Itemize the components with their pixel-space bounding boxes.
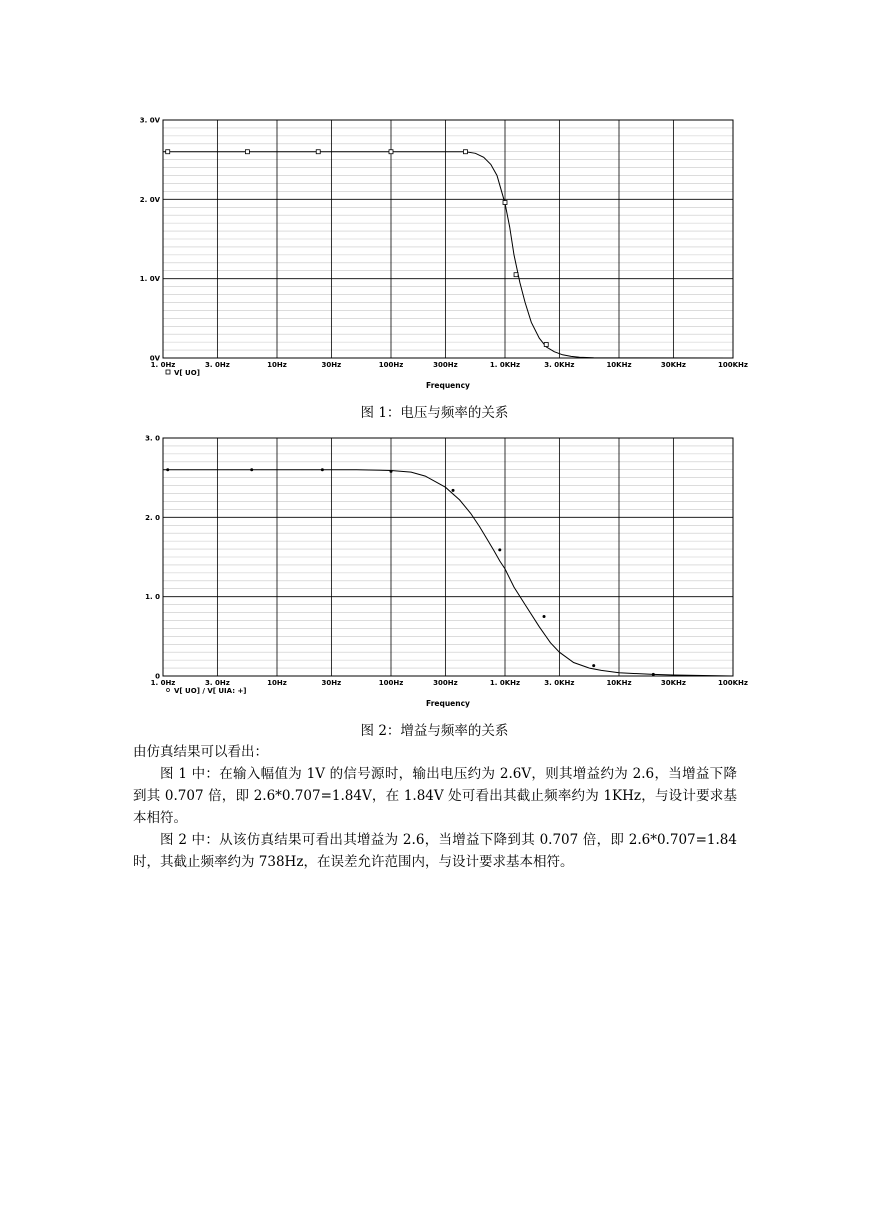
- x-tick-label: 30Hz: [321, 679, 342, 687]
- x-axis-title: Frequency: [426, 699, 470, 708]
- x-tick-label: 30KHz: [660, 679, 686, 687]
- x-tick-label: 1. 0Hz: [150, 679, 176, 687]
- data-marker: [390, 470, 393, 473]
- data-marker: [250, 468, 253, 471]
- x-tick-label: 300Hz: [433, 361, 458, 369]
- x-tick-label: 3. 0KHz: [544, 679, 575, 687]
- y-tick-label: 3. 0: [145, 434, 160, 443]
- x-tick-label: 100Hz: [378, 679, 404, 687]
- data-marker: [166, 468, 169, 471]
- data-marker: [498, 548, 501, 551]
- data-marker: [592, 664, 595, 667]
- x-tick-label: 10KHz: [606, 679, 632, 687]
- y-tick-label: 1. 0: [145, 593, 160, 602]
- results-intro: 由仿真结果可以看出：: [133, 744, 268, 760]
- x-tick-label: 10KHz: [606, 361, 632, 369]
- legend-marker: [167, 689, 170, 692]
- figure-2-caption: 图 2：增益与频率的关系: [360, 723, 509, 739]
- data-marker: [166, 150, 170, 154]
- data-marker: [389, 150, 393, 154]
- paragraph-figure-1: 图 1 中：在输入幅值为 1V 的信号源时，输出电压约为 2.6V，则其增益约为 2.6，当增益下降到其 0.707 倍，即 2.6*0.707=1.84V，在 1.84V 处可看出其截止频率约为 1KHz，与设计要求基本相符。: [133, 766, 737, 826]
- x-tick-label: 1. 0Hz: [150, 361, 176, 369]
- chart-1-svg: [0, 110, 869, 400]
- x-tick-label: 30KHz: [660, 361, 686, 369]
- y-tick-label: 2. 0: [145, 513, 160, 522]
- x-tick-label: 100KHz: [718, 361, 748, 369]
- y-tick-label: 2. 0V: [139, 195, 160, 204]
- x-axis-title: Frequency: [426, 381, 470, 390]
- x-tick-label: 1. 0KHz: [489, 679, 521, 687]
- y-tick-label: 1. 0V: [139, 275, 160, 284]
- figure-1-voltage-vs-frequency: [0, 110, 869, 400]
- x-tick-label: 10Hz: [267, 361, 287, 369]
- x-tick-label: 100KHz: [718, 679, 748, 687]
- data-marker: [543, 615, 546, 618]
- data-marker: [316, 150, 320, 154]
- x-tick-label: 3. 0Hz: [205, 679, 230, 687]
- data-marker: [463, 150, 467, 154]
- x-tick-label: 3. 0KHz: [544, 361, 575, 369]
- paragraph-figure-2: 图 2 中：从该仿真结果可看出其增益为 2.6，当增益下降到其 0.707 倍，即 2.6*0.707=1.84 时，其截止频率约为 738Hz，在误差允许范围内，与设计要求基本相符。: [133, 832, 737, 870]
- data-marker: [452, 489, 455, 492]
- data-marker: [514, 273, 518, 277]
- y-tick-label: 0: [155, 672, 160, 681]
- x-tick-label: 1. 0KHz: [489, 361, 521, 369]
- data-marker: [544, 343, 548, 347]
- legend-marker: [166, 370, 170, 374]
- x-tick-label: 10Hz: [267, 679, 287, 687]
- data-marker: [245, 150, 249, 154]
- x-tick-label: 100Hz: [378, 361, 404, 369]
- x-tick-label: 30Hz: [321, 361, 342, 369]
- y-tick-label: 0V: [149, 354, 160, 363]
- figure-1-caption: 图 1：电压与频率的关系: [360, 405, 509, 421]
- x-tick-label: 300Hz: [433, 679, 458, 687]
- data-marker: [503, 201, 507, 205]
- y-tick-label: 3. 0V: [139, 116, 160, 125]
- x-tick-label: 3. 0Hz: [205, 361, 230, 369]
- legend-label: V[ UO]: [174, 369, 200, 377]
- chart-2-svg: [0, 428, 869, 718]
- data-marker: [321, 468, 324, 471]
- legend-label: V[ UO] / V[ UIA: +]: [174, 687, 247, 695]
- data-marker: [652, 673, 655, 676]
- figure-2-gain-vs-frequency: [0, 428, 869, 718]
